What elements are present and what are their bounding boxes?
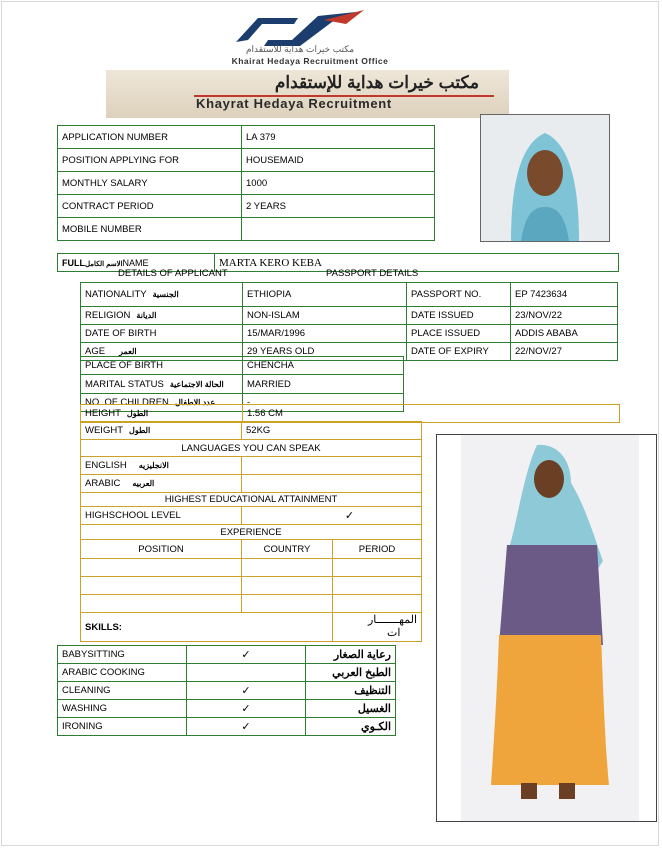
table-row: [81, 405, 620, 423]
table-row: [81, 507, 422, 525]
company-banner: [106, 70, 509, 118]
english-label: ENGLISH: [85, 460, 127, 471]
full-body-photo: [436, 434, 657, 822]
skills-label: SKILLS:: [81, 613, 333, 642]
children-value: -: [243, 394, 404, 412]
table-row: [58, 682, 396, 700]
salary-label: MONTHLY SALARY: [58, 172, 242, 195]
weight-label: WEIGHT: [85, 425, 123, 436]
skill-babysitting-arabic: رعاية الصغار: [306, 646, 396, 664]
contract-period-value: 2 YEARS: [242, 195, 435, 218]
nationality-value: ETHIOPIA: [243, 283, 407, 307]
portrait-photo: [480, 114, 610, 242]
table-row: [81, 325, 618, 343]
table-row: [81, 440, 422, 457]
place-of-birth-label: PLACE OF BIRTH: [81, 357, 243, 375]
logo-arabic-text: مكتب خيرات هداية للاستقدام: [245, 44, 355, 54]
passport-details-header: PASSPORT DETAILS: [326, 268, 419, 279]
table-row: [58, 218, 435, 241]
skill-ironing-arabic: الكـوي: [306, 718, 396, 736]
height-arabic-label: الطول: [126, 409, 149, 418]
skill-arabic-cooking-check-icon: [187, 664, 306, 682]
age-label: AGE: [85, 346, 106, 357]
application-table: [57, 125, 435, 241]
table-row: [58, 195, 435, 218]
weight-arabic-label: الطول: [129, 426, 151, 435]
english-value: [242, 457, 422, 475]
table-row: [58, 172, 435, 195]
height-value: 1.56 CM: [243, 405, 620, 423]
religion-value: NON-ISLAM: [243, 307, 407, 325]
skill-washing-label: WASHING: [58, 700, 187, 718]
banner-arabic-title: مكتب خيرات هداية للإستقدام: [274, 73, 479, 92]
education-check-icon: ✓: [242, 507, 422, 525]
experience-column-country: COUNTRY: [242, 540, 333, 559]
place-of-birth-value: CHENCHA: [243, 357, 404, 375]
age-arabic-label: العمر: [119, 347, 137, 356]
skills-arabic-line1: المهـــــــار: [367, 614, 417, 626]
table-row: [81, 493, 422, 507]
mobile-value: [242, 218, 435, 241]
table-row: [81, 307, 618, 325]
full-label: FULL: [62, 257, 85, 268]
date-of-birth-label: DATE OF BIRTH: [81, 325, 243, 343]
table-row: [81, 525, 422, 540]
full-name-arabic-label: الاسم الكامل: [85, 260, 123, 268]
date-of-expiry-value: 22/NOV/27: [511, 343, 618, 361]
skill-arabic-cooking-arabic: الطبخ العربي: [306, 664, 396, 682]
table-row: [81, 457, 422, 475]
place-issued-value: ADDIS ABABA: [511, 325, 618, 343]
place-issued-label: PLACE ISSUED: [407, 325, 511, 343]
arabic-label: ARABIC: [85, 478, 121, 489]
logo-english-text: Khairat Hedaya Recruitment Office: [231, 56, 389, 66]
english-arabic-label: الانجليزيه: [138, 461, 169, 470]
skill-cleaning-label: CLEANING: [58, 682, 187, 700]
religion-arabic-label: الديانة: [136, 311, 157, 320]
table-row: [81, 613, 422, 642]
table-row: [81, 283, 618, 307]
children-arabic-label: عدد الاطفال: [174, 398, 216, 407]
skill-arabic-cooking-label: ARABIC COOKING: [58, 664, 187, 682]
table-row: [58, 700, 396, 718]
marital-status-label: MARITAL STATUS: [85, 378, 164, 390]
skill-babysitting-check-icon: ✓: [187, 646, 306, 664]
religion-label: RELIGION: [85, 310, 131, 321]
date-issued-value: 23/NOV/22: [511, 307, 618, 325]
arabic-arabic-label: العربيه: [132, 479, 155, 488]
experience-header: EXPERIENCE: [81, 525, 422, 540]
arabic-value: [242, 475, 422, 493]
full-name-value: MARTA KERO KEBA: [215, 254, 619, 272]
passport-no-label: PASSPORT NO.: [407, 283, 511, 307]
table-row: [58, 149, 435, 172]
nationality-label: NATIONALITY: [85, 289, 147, 300]
contract-period-label: CONTRACT PERIOD: [58, 195, 242, 218]
passport-no-value: EP 7423634: [511, 283, 618, 307]
age-value: 29 YEARS OLD: [243, 343, 407, 361]
table-row: [58, 664, 396, 682]
table-row: [81, 540, 422, 559]
table-row: [81, 577, 422, 595]
marital-status-value: MARRIED: [243, 375, 404, 394]
table-row: [81, 422, 422, 440]
marital-status-arabic-label: الحالة الاجتماعية: [169, 379, 224, 389]
table-row: [81, 559, 422, 577]
weight-languages-table: [80, 421, 422, 642]
education-header: HIGHEST EDUCATIONAL ATTAINMENT: [81, 493, 422, 507]
name-label: NAME: [122, 257, 149, 268]
date-of-expiry-label: DATE OF EXPIRY: [407, 343, 511, 361]
experience-column-period: PERIOD: [333, 540, 422, 559]
languages-header: LANGUAGES YOU CAN SPEAK: [81, 440, 422, 457]
date-issued-label: DATE ISSUED: [407, 307, 511, 325]
date-of-birth-value: 15/MAR/1996: [243, 325, 407, 343]
skill-ironing-check-icon: ✓: [187, 718, 306, 736]
salary-value: 1000: [242, 172, 435, 195]
table-row: [81, 475, 422, 493]
table-row: [81, 595, 422, 613]
children-label: NO. OF CHILDREN: [85, 397, 169, 408]
banner-english-title: Khayrat Hedaya Recruitment: [196, 96, 392, 111]
position-label: POSITION APPLYING FOR: [58, 149, 242, 172]
skills-table: [57, 645, 396, 736]
skills-arabic-line2: ات: [387, 627, 401, 639]
application-number-label: APPLICATION NUMBER: [58, 126, 242, 149]
education-level-label: HIGHSCHOOL LEVEL: [81, 507, 242, 525]
skill-cleaning-arabic: التنظيف: [306, 682, 396, 700]
mobile-label: MOBILE NUMBER: [58, 218, 242, 241]
table-row: [81, 357, 404, 375]
height-label: HEIGHT: [85, 408, 121, 419]
position-value: HOUSEMAID: [242, 149, 435, 172]
skill-washing-arabic: الغسيل: [306, 700, 396, 718]
skill-washing-check-icon: ✓: [187, 700, 306, 718]
table-row: [58, 646, 396, 664]
experience-column-position: POSITION: [81, 540, 242, 559]
skill-babysitting-label: BABYSITTING: [58, 646, 187, 664]
application-number-value: LA 379: [242, 126, 435, 149]
nationality-arabic-label: الجنسية: [152, 290, 179, 299]
skill-ironing-label: IRONING: [58, 718, 187, 736]
details-table: [80, 282, 618, 361]
table-row: [58, 126, 435, 149]
table-row: [81, 375, 404, 394]
details-of-applicant-header: DETAILS OF APPLICANT: [118, 268, 228, 279]
weight-value: 52KG: [242, 422, 422, 440]
skill-cleaning-check-icon: ✓: [187, 682, 306, 700]
table-row: [58, 718, 396, 736]
